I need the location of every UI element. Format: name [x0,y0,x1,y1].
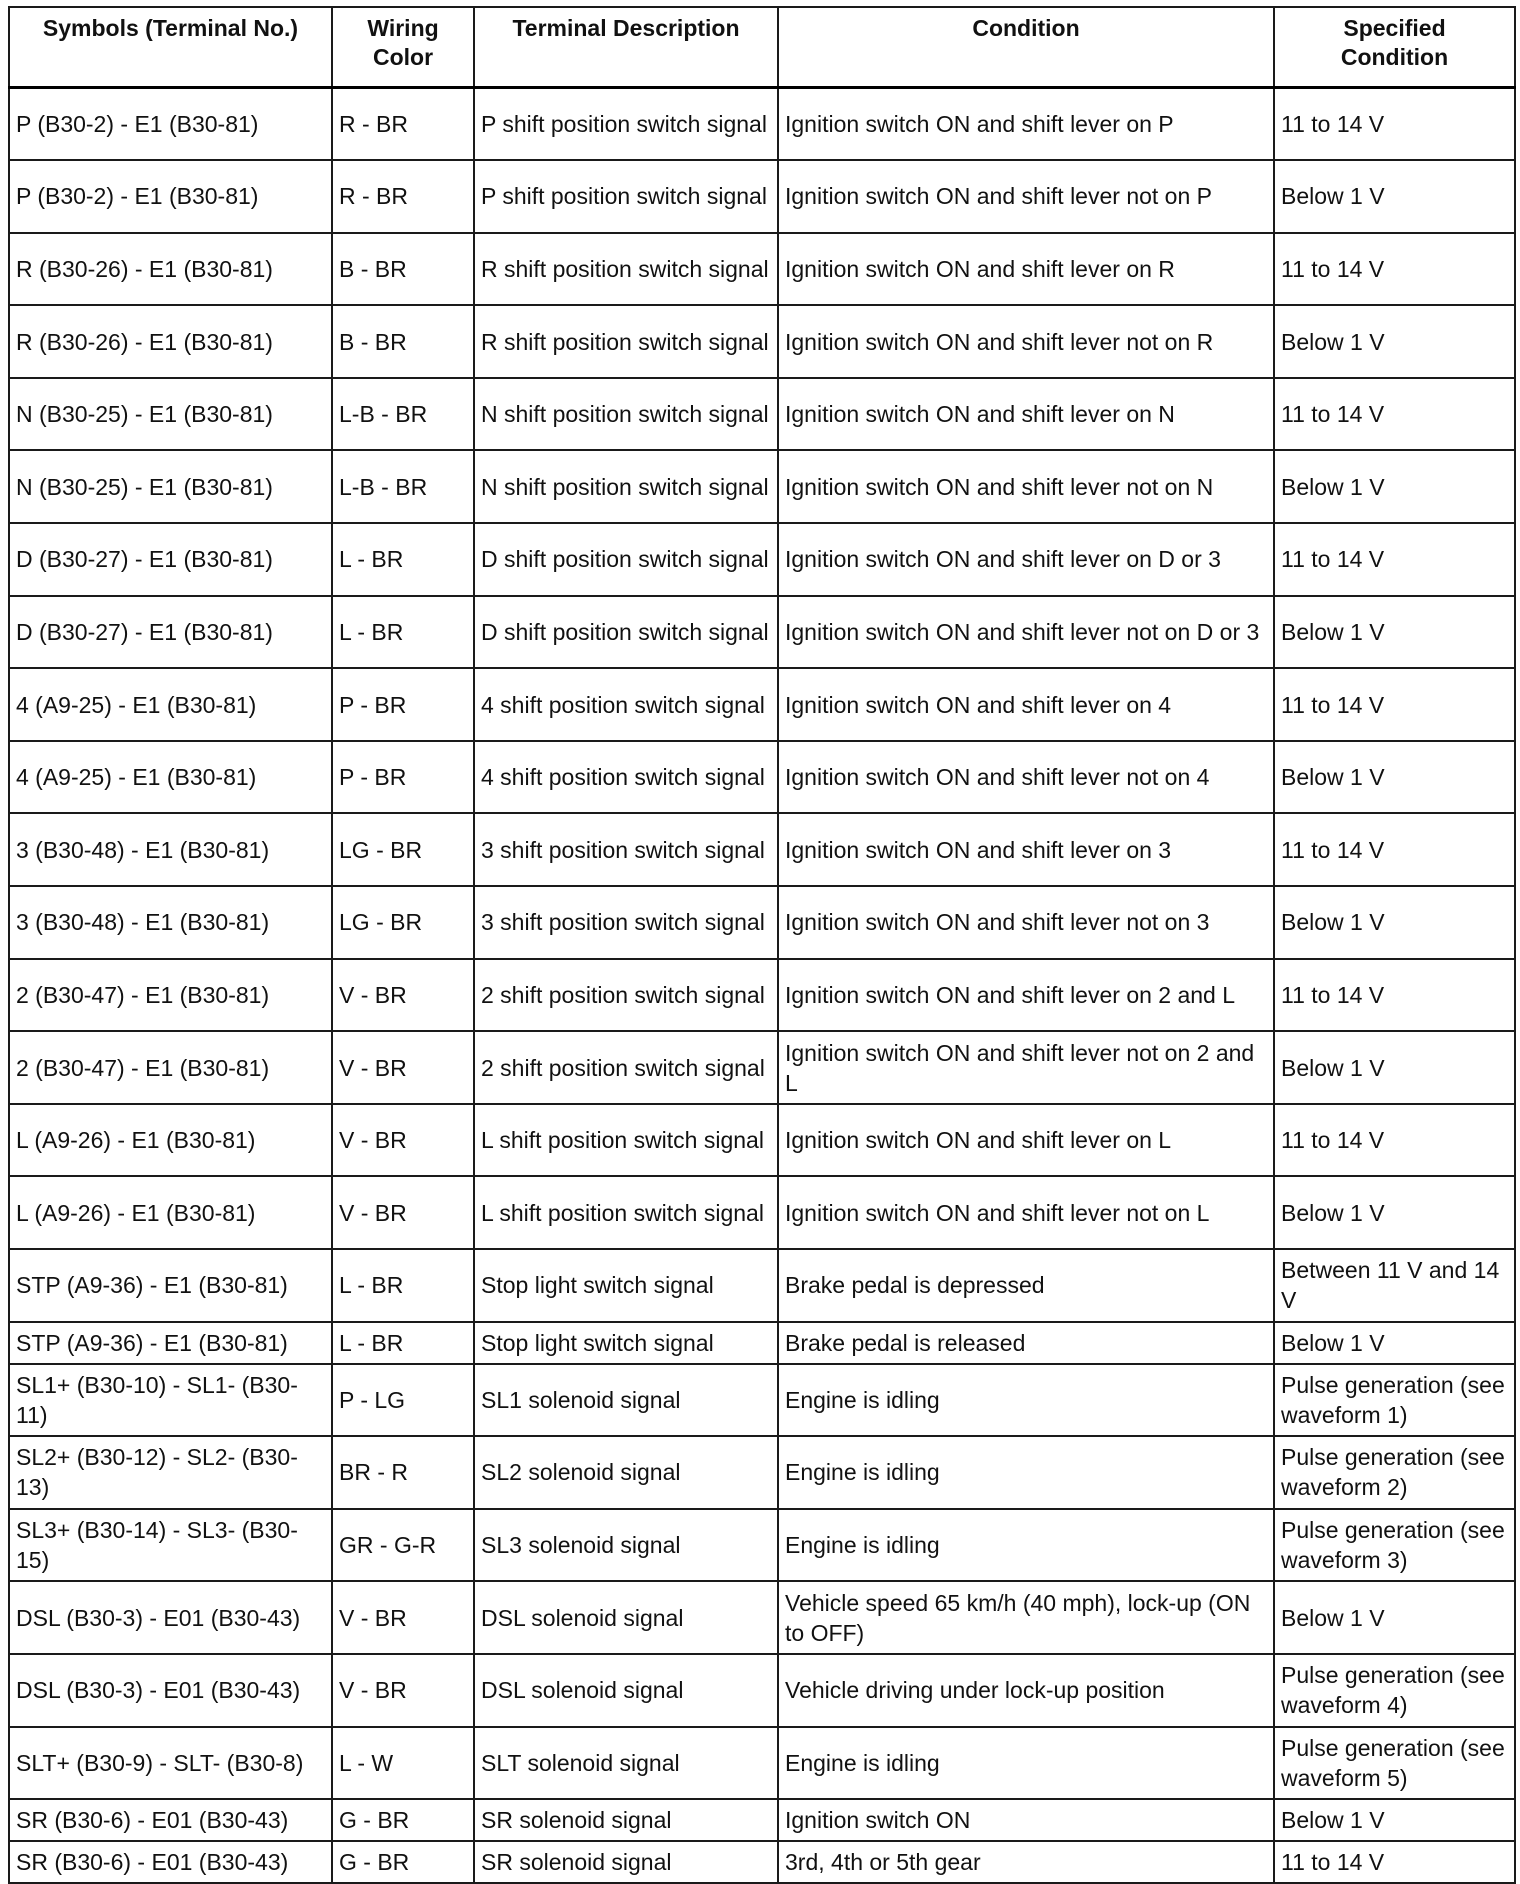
specified-condition-cell: Below 1 V [1274,450,1515,523]
specified-condition-cell: Below 1 V [1274,305,1515,378]
terminal-description-cell: L shift position switch signal [474,1176,778,1249]
condition-cell: Engine is idling [778,1364,1274,1437]
symbols-cell: STP (A9-36) - E1 (B30-81) [9,1249,332,1322]
wiring-color-cell: R - BR [332,160,474,233]
symbols-cell: SR (B30-6) - E01 (B30-43) [9,1799,332,1841]
table-row [9,160,1515,233]
wiring-color-cell: V - BR [332,1176,474,1249]
specified-condition-cell: Pulse generation (see waveform 4) [1274,1654,1515,1727]
condition-cell: Ignition switch ON and shift lever not on 4 [778,741,1274,814]
table-row [9,1322,1515,1364]
terminal-description-cell: 2 shift position switch signal [474,959,778,1032]
table-row [9,88,1515,161]
terminal-description-cell: SR solenoid signal [474,1841,778,1883]
wiring-color-cell: P - BR [332,741,474,814]
wiring-color-cell: P - BR [332,668,474,741]
wiring-color-cell: P - LG [332,1364,474,1437]
table-row [9,1581,1515,1654]
wiring-color-cell: V - BR [332,1581,474,1654]
specified-condition-cell: Below 1 V [1274,1176,1515,1249]
header-terminal-description [474,7,778,88]
table-row [9,1654,1515,1727]
symbols-cell: 4 (A9-25) - E1 (B30-81) [9,668,332,741]
terminal-description-cell: DSL solenoid signal [474,1654,778,1727]
specified-condition-cell: Below 1 V [1274,886,1515,959]
condition-cell: Vehicle driving under lock-up position [778,1654,1274,1727]
wiring-color-cell: B - BR [332,233,474,306]
symbols-cell: R (B30-26) - E1 (B30-81) [9,233,332,306]
condition-cell: Ignition switch ON and shift lever on P [778,88,1274,161]
table-row [9,668,1515,741]
table-row [9,813,1515,886]
specified-condition-cell: Pulse generation (see waveform 2) [1274,1436,1515,1509]
table-row [9,1104,1515,1177]
terminal-description-cell: SR solenoid signal [474,1799,778,1841]
condition-cell: Ignition switch ON and shift lever not on D or 3 [778,596,1274,669]
wiring-color-cell: L-B - BR [332,378,474,451]
wiring-color-cell: L-B - BR [332,450,474,523]
specified-condition-cell: Below 1 V [1274,160,1515,233]
header-wiring-color-line2: Color [372,44,434,70]
symbols-cell: SL1+ (B30-10) - SL1- (B30-11) [9,1364,332,1437]
condition-cell: Engine is idling [778,1436,1274,1509]
specified-condition-cell: Below 1 V [1274,1322,1515,1364]
table-row [9,1176,1515,1249]
condition-cell: Ignition switch ON and shift lever on 2 and L [778,959,1274,1032]
symbols-cell: SL2+ (B30-12) - SL2- (B30-13) [9,1436,332,1509]
symbols-cell: D (B30-27) - E1 (B30-81) [9,596,332,669]
wiring-color-cell: L - BR [332,1249,474,1322]
condition-cell: Ignition switch ON and shift lever on N [778,378,1274,451]
table-row [9,378,1515,451]
symbols-cell: P (B30-2) - E1 (B30-81) [9,88,332,161]
symbols-cell: SL3+ (B30-14) - SL3- (B30-15) [9,1509,332,1582]
symbols-cell: DSL (B30-3) - E01 (B30-43) [9,1581,332,1654]
wiring-color-cell: LG - BR [332,813,474,886]
symbols-cell: P (B30-2) - E1 (B30-81) [9,160,332,233]
wiring-color-cell: B - BR [332,305,474,378]
symbols-cell: 3 (B30-48) - E1 (B30-81) [9,813,332,886]
table-body [9,88,1515,1884]
terminal-description-cell: N shift position switch signal [474,450,778,523]
header-row [9,7,1515,88]
symbols-cell: 2 (B30-47) - E1 (B30-81) [9,959,332,1032]
condition-cell: Brake pedal is released [778,1322,1274,1364]
table-row [9,959,1515,1032]
wiring-color-cell: L - BR [332,596,474,669]
terminal-description-cell: Stop light switch signal [474,1322,778,1364]
table-row [9,1249,1515,1322]
condition-cell: Ignition switch ON and shift lever not on N [778,450,1274,523]
terminal-description-cell: SL3 solenoid signal [474,1509,778,1582]
header-condition-line1: Condition [972,15,1080,41]
header-wiring-color [332,7,474,88]
terminal-spec-table [8,6,1516,1884]
terminal-description-cell: 4 shift position switch signal [474,668,778,741]
specified-condition-cell: Pulse generation (see waveform 3) [1274,1509,1515,1582]
symbols-cell: N (B30-25) - E1 (B30-81) [9,378,332,451]
wiring-color-cell: V - BR [332,1031,474,1104]
table-row [9,233,1515,306]
header-symbols-line1: Symbols (Terminal No.) [42,15,299,41]
specified-condition-cell: 11 to 14 V [1274,523,1515,596]
header-specified-condition-line2: Condition [1340,44,1449,70]
wiring-color-cell: BR - R [332,1436,474,1509]
condition-cell: Ignition switch ON [778,1799,1274,1841]
specified-condition-cell: 11 to 14 V [1274,88,1515,161]
table-row [9,741,1515,814]
header-condition [778,7,1274,88]
wiring-color-cell: G - BR [332,1841,474,1883]
condition-cell: Ignition switch ON and shift lever not on 2 and L [778,1031,1274,1104]
specified-condition-cell: 11 to 14 V [1274,813,1515,886]
wiring-color-cell: GR - G-R [332,1509,474,1582]
specified-condition-cell: Below 1 V [1274,1031,1515,1104]
condition-cell: Ignition switch ON and shift lever not on P [778,160,1274,233]
terminal-description-cell: N shift position switch signal [474,378,778,451]
wiring-color-cell: L - BR [332,1322,474,1364]
condition-cell: Vehicle speed 65 km/h (40 mph), lock-up (ON to OFF) [778,1581,1274,1654]
table-row [9,1436,1515,1509]
condition-cell: Ignition switch ON and shift lever not on R [778,305,1274,378]
specified-condition-cell: Below 1 V [1274,741,1515,814]
condition-cell: Ignition switch ON and shift lever not on 3 [778,886,1274,959]
table-header [9,7,1515,88]
condition-cell: Ignition switch ON and shift lever on 3 [778,813,1274,886]
condition-cell: Ignition switch ON and shift lever on 4 [778,668,1274,741]
table-row [9,523,1515,596]
specified-condition-cell: Below 1 V [1274,1581,1515,1654]
terminal-description-cell: P shift position switch signal [474,88,778,161]
table-row [9,596,1515,669]
symbols-cell: N (B30-25) - E1 (B30-81) [9,450,332,523]
specified-condition-cell: Pulse generation (see waveform 5) [1274,1727,1515,1800]
wiring-color-cell: V - BR [332,1654,474,1727]
terminal-description-cell: SL2 solenoid signal [474,1436,778,1509]
wiring-color-cell: L - W [332,1727,474,1800]
specified-condition-cell: 11 to 14 V [1274,1104,1515,1177]
table-row [9,886,1515,959]
terminal-description-cell: L shift position switch signal [474,1104,778,1177]
wiring-color-cell: R - BR [332,88,474,161]
symbols-cell: D (B30-27) - E1 (B30-81) [9,523,332,596]
symbols-cell: SLT+ (B30-9) - SLT- (B30-8) [9,1727,332,1800]
terminal-description-cell: D shift position switch signal [474,523,778,596]
wiring-color-cell: G - BR [332,1799,474,1841]
table-row [9,1509,1515,1582]
terminal-description-cell: Stop light switch signal [474,1249,778,1322]
specified-condition-cell: 11 to 14 V [1274,233,1515,306]
terminal-description-cell: P shift position switch signal [474,160,778,233]
symbols-cell: L (A9-26) - E1 (B30-81) [9,1176,332,1249]
terminal-description-cell: SL1 solenoid signal [474,1364,778,1437]
condition-cell: 3rd, 4th or 5th gear [778,1841,1274,1883]
header-wiring-color-line1: Wiring [367,15,439,41]
symbols-cell: STP (A9-36) - E1 (B30-81) [9,1322,332,1364]
terminal-description-cell: D shift position switch signal [474,596,778,669]
specified-condition-cell: 11 to 14 V [1274,378,1515,451]
terminal-description-cell: 3 shift position switch signal [474,886,778,959]
specified-condition-cell: 11 to 14 V [1274,668,1515,741]
specified-condition-cell: Below 1 V [1274,596,1515,669]
table-row [9,1364,1515,1437]
specified-condition-cell: 11 to 14 V [1274,959,1515,1032]
condition-cell: Ignition switch ON and shift lever not on L [778,1176,1274,1249]
terminal-description-cell: 4 shift position switch signal [474,741,778,814]
symbols-cell: 4 (A9-25) - E1 (B30-81) [9,741,332,814]
condition-cell: Brake pedal is depressed [778,1249,1274,1322]
terminal-description-cell: R shift position switch signal [474,305,778,378]
terminal-description-cell: DSL solenoid signal [474,1581,778,1654]
wiring-color-cell: V - BR [332,959,474,1032]
symbols-cell: DSL (B30-3) - E01 (B30-43) [9,1654,332,1727]
table-row [9,1031,1515,1104]
terminal-description-cell: SLT solenoid signal [474,1727,778,1800]
terminal-description-cell: R shift position switch signal [474,233,778,306]
table-row [9,1841,1515,1883]
condition-cell: Ignition switch ON and shift lever on L [778,1104,1274,1177]
condition-cell: Ignition switch ON and shift lever on D or 3 [778,523,1274,596]
condition-cell: Ignition switch ON and shift lever on R [778,233,1274,306]
specified-condition-cell: Below 1 V [1274,1799,1515,1841]
symbols-cell: R (B30-26) - E1 (B30-81) [9,305,332,378]
specified-condition-cell: Between 11 V and 14 V [1274,1249,1515,1322]
symbols-cell: 2 (B30-47) - E1 (B30-81) [9,1031,332,1104]
specified-condition-cell: 11 to 14 V [1274,1841,1515,1883]
header-symbols [9,7,332,88]
wiring-color-cell: LG - BR [332,886,474,959]
specified-condition-cell: Pulse generation (see waveform 1) [1274,1364,1515,1437]
table-row [9,450,1515,523]
wiring-color-cell: V - BR [332,1104,474,1177]
symbols-cell: L (A9-26) - E1 (B30-81) [9,1104,332,1177]
symbols-cell: SR (B30-6) - E01 (B30-43) [9,1841,332,1883]
condition-cell: Engine is idling [778,1727,1274,1800]
header-specified-condition-line1: Specified [1343,15,1446,41]
header-specified-condition [1274,7,1515,88]
terminal-description-cell: 3 shift position switch signal [474,813,778,886]
table-row [9,305,1515,378]
table-row [9,1727,1515,1800]
terminal-description-cell: 2 shift position switch signal [474,1031,778,1104]
condition-cell: Engine is idling [778,1509,1274,1582]
table-row [9,1799,1515,1841]
header-terminal-description-line1: Terminal Description [512,15,740,41]
symbols-cell: 3 (B30-48) - E1 (B30-81) [9,886,332,959]
wiring-color-cell: L - BR [332,523,474,596]
